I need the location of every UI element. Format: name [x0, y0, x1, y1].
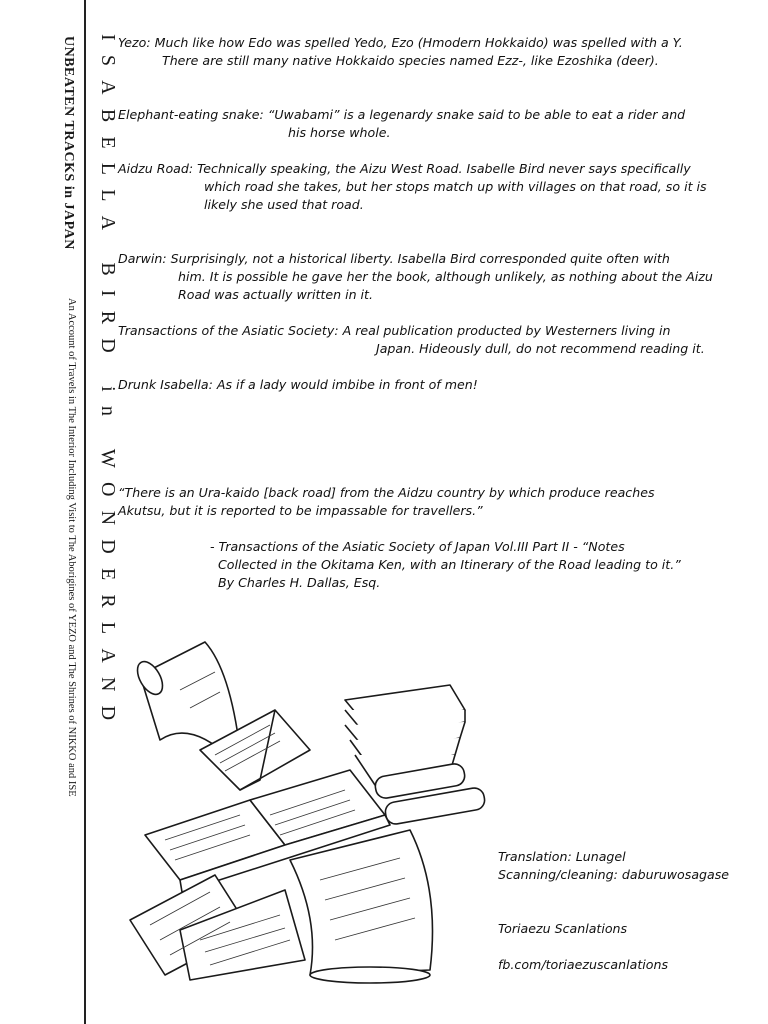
- note-text: Surprisingly, not a historical liberty. Isabella Bird corresponded quite often with: [170, 251, 670, 266]
- spine-subtitle: An Account of Travels in The Interior Including Visit to The Aborigines of YEZO and The Shrines of NIKKO and ISE: [66, 298, 77, 797]
- note-transactions: [118, 322, 763, 358]
- note-text-cont: which road she takes, but her stops match up with villages on that road, so it is: [204, 179, 707, 194]
- citation-line: Collected in the Okitama Ken, with an Itinerary of the Road leading to it.”: [218, 557, 681, 572]
- note-term: Drunk Isabella:: [118, 377, 213, 392]
- credit-scanning: Scanning/cleaning: daburuwosagase: [498, 867, 730, 882]
- note-text-cont: Road was actually written in it.: [178, 287, 373, 302]
- note-term: Darwin:: [118, 251, 167, 266]
- credit-group: Toriaezu Scanlations: [498, 921, 628, 936]
- note-yezo: [118, 34, 758, 70]
- note-term: Transactions of the Asiatic Society:: [118, 323, 339, 338]
- citation-line: - Transactions of the Asiatic Society of Japan Vol.III Part II - “Notes: [210, 539, 625, 554]
- note-darwin: [118, 250, 763, 304]
- note-text-cont: There are still many native Hokkaido species named Ezz-, like Ezoshika (deer).: [162, 53, 659, 68]
- quote-citation: [210, 538, 760, 592]
- scrolls-books-illustration: [120, 630, 490, 990]
- note-text: As if a lady would imbibe in front of men!: [216, 377, 478, 392]
- note-text-cont: him. It is possible he gave her the book, although unlikely, as nothing about the Aizu: [178, 269, 713, 284]
- note-snake: [118, 106, 763, 142]
- note-text-cont: Japan. Hideously dull, do not recommend reading it.: [376, 341, 705, 356]
- note-text: Much like how Edo was spelled Yedo, Ezo (Hmodern Hokkaido) was spelled with a Y.: [154, 35, 683, 50]
- note-term: Elephant-eating snake:: [118, 107, 264, 122]
- note-text: Technically speaking, the Aizu West Road. Isabelle Bird never says specifically: [197, 161, 691, 176]
- note-term: Yezo:: [118, 35, 151, 50]
- note-text-cont: likely she used that road.: [204, 197, 364, 212]
- note-drunk-isabella: [118, 376, 763, 394]
- spine-divider: [84, 0, 86, 1024]
- quote: [118, 484, 763, 520]
- note-term: Aidzu Road:: [118, 161, 194, 176]
- note-text-cont: his horse whole.: [288, 125, 391, 140]
- scroll-roller: [310, 967, 430, 983]
- note-aidzu-road: [118, 160, 763, 214]
- note-text: A real publication producted by Westerners living in: [342, 323, 671, 338]
- spine-name: ISABELLA BIRD in WONDERLAND: [97, 34, 119, 735]
- credit-translation: Translation: Lunagel: [498, 849, 626, 864]
- credit-link[interactable]: fb.com/toriaezuscanlations: [498, 957, 669, 972]
- citation-line: By Charles H. Dallas, Esq.: [218, 575, 381, 590]
- quote-line: Akutsu, but it is reported to be impassable for travellers.”: [118, 503, 483, 518]
- note-text: “Uwabami” is a legenardy snake said to be able to eat a rider and: [267, 107, 686, 122]
- spine-title: UNBEATEN TRACKS in JAPAN: [61, 36, 76, 250]
- quote-line: “There is an Ura-kaido [back road] from the Aidzu country by which produce reaches: [118, 485, 655, 500]
- scroll-bottom: [290, 830, 433, 975]
